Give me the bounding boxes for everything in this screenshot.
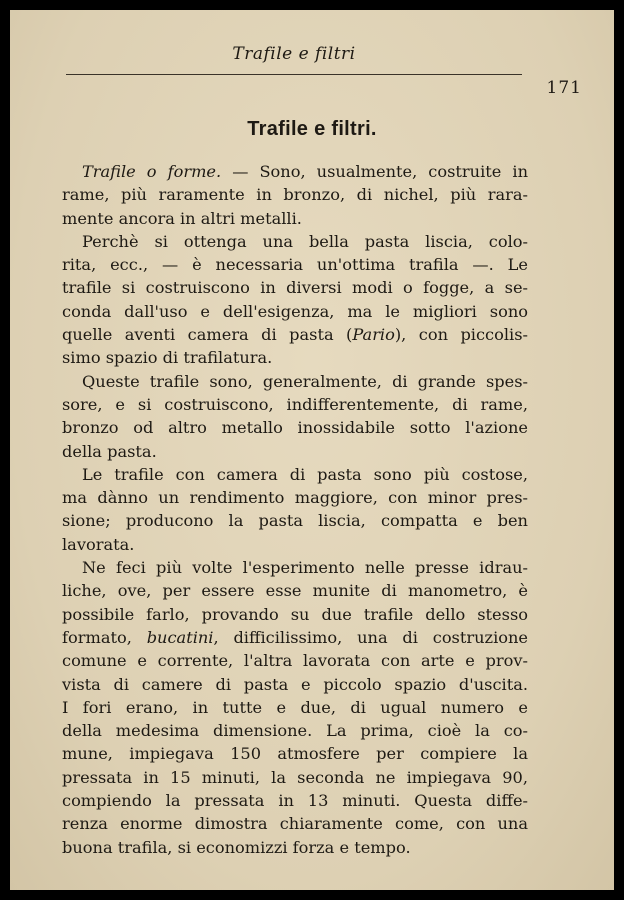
text-line bbox=[62, 183, 528, 206]
text-segment: comune e corrente, l'altra lavorata con arte e prov- bbox=[62, 651, 528, 671]
italic-text: Pario bbox=[352, 325, 395, 345]
text-segment: ), con piccolis- bbox=[394, 325, 528, 345]
text-segment: vista di camere di pasta e piccolo spazio d'uscita. bbox=[62, 674, 528, 694]
text-line bbox=[62, 626, 528, 649]
text-segment: liche, ove, per essere esse munite di manometro, è bbox=[62, 581, 528, 601]
text-line bbox=[62, 207, 528, 230]
text-line bbox=[62, 603, 528, 626]
text-line bbox=[62, 440, 528, 463]
text-line bbox=[62, 719, 528, 742]
text-segment: Le trafile con camera di pasta sono più costose, bbox=[82, 464, 528, 484]
paragraph bbox=[62, 370, 528, 463]
text-segment: I fori erano, in tutte e due, di ugual numero e bbox=[62, 697, 528, 717]
paragraph bbox=[62, 230, 528, 370]
text-line bbox=[62, 579, 528, 602]
page-number: 171 bbox=[546, 78, 582, 98]
text-line bbox=[62, 509, 528, 532]
text-segment: renza enorme dimostra chiaramente come, con una bbox=[62, 814, 528, 834]
text-line bbox=[62, 463, 528, 486]
text-line bbox=[62, 323, 528, 346]
text-segment: conda dall'uso e dell'esigenza, ma le migliori sono bbox=[62, 301, 528, 321]
text-segment: mune, impiegava 150 atmosfere per compiere la bbox=[62, 744, 528, 764]
text-line bbox=[62, 696, 528, 719]
text-segment: ma dànno un rendimento maggiore, con minor pres- bbox=[62, 488, 528, 508]
text-line bbox=[62, 416, 528, 439]
book-page bbox=[10, 10, 614, 890]
text-segment: Ne feci più volte l'esperimento nelle presse idrau- bbox=[82, 558, 528, 578]
paragraph bbox=[62, 463, 528, 556]
text-segment: compiendo la pressata in 13 minuti. Questa diffe- bbox=[62, 791, 528, 811]
text-line bbox=[62, 300, 528, 323]
text-segment: sore, e si costruiscono, indifferentemente, di rame, bbox=[62, 394, 528, 414]
text-segment: formato, bbox=[62, 627, 147, 647]
text-segment: bronzo od altro metallo inossidabile sotto l'azione bbox=[62, 418, 528, 438]
text-segment: pressata in 15 minuti, la seconda ne impiegava 90, bbox=[62, 767, 528, 787]
text-segment: , difficilissimo, una di costruzione bbox=[213, 627, 528, 647]
text-segment: buona trafila, si economizzi forza e tempo. bbox=[62, 837, 411, 857]
paragraph bbox=[62, 556, 528, 859]
text-segment: simo spazio di trafilatura. bbox=[62, 348, 273, 368]
text-line bbox=[62, 346, 528, 369]
text-segment: lavorata. bbox=[62, 534, 135, 554]
text-line bbox=[62, 742, 528, 765]
text-line bbox=[62, 393, 528, 416]
text-segment: mente ancora in altri metalli. bbox=[62, 208, 302, 228]
running-header bbox=[66, 42, 582, 98]
text-line bbox=[62, 812, 528, 835]
text-line bbox=[62, 789, 528, 812]
text-line bbox=[62, 276, 528, 299]
text-line bbox=[62, 836, 528, 859]
body-text bbox=[62, 160, 528, 859]
italic-text: bucatini bbox=[146, 627, 214, 647]
italic-text: Trafile o forme. bbox=[82, 162, 222, 181]
text-segment: Perchè si ottenga una bella pasta liscia, colo- bbox=[82, 231, 528, 251]
text-segment: quelle aventi camera di pasta ( bbox=[62, 325, 353, 345]
text-line bbox=[62, 253, 528, 276]
text-line bbox=[62, 533, 528, 556]
text-line bbox=[62, 766, 528, 789]
text-segment: sione; producono la pasta liscia, compatta e ben bbox=[62, 511, 528, 531]
text-line bbox=[62, 486, 528, 509]
text-line bbox=[62, 230, 528, 253]
text-line bbox=[62, 556, 528, 579]
text-line bbox=[62, 649, 528, 672]
text-segment: della pasta. bbox=[62, 441, 157, 461]
text-line bbox=[62, 370, 528, 393]
text-segment: rame, più raramente in bronzo, di nichel, più rara- bbox=[62, 185, 528, 205]
text-segment: Queste trafile sono, generalmente, di grande spes- bbox=[82, 371, 528, 391]
running-title: Trafile e filtri bbox=[232, 44, 356, 64]
text-segment: rita, ecc., — è necessaria un'ottima trafila —. Le bbox=[62, 255, 528, 275]
text-line bbox=[62, 673, 528, 696]
chapter-title: Trafile e filtri. bbox=[247, 118, 377, 140]
text-segment: — Sono, usualmente, costruite in bbox=[221, 162, 528, 181]
text-segment: possibile farlo, provando su due trafile dello stesso bbox=[62, 604, 528, 624]
text-line bbox=[62, 160, 528, 183]
text-segment: trafile si costruiscono in diversi modi o fogge, a se- bbox=[62, 278, 528, 298]
paragraph bbox=[62, 160, 528, 230]
text-segment: della medesima dimensione. La prima, cioè la co- bbox=[62, 721, 528, 741]
